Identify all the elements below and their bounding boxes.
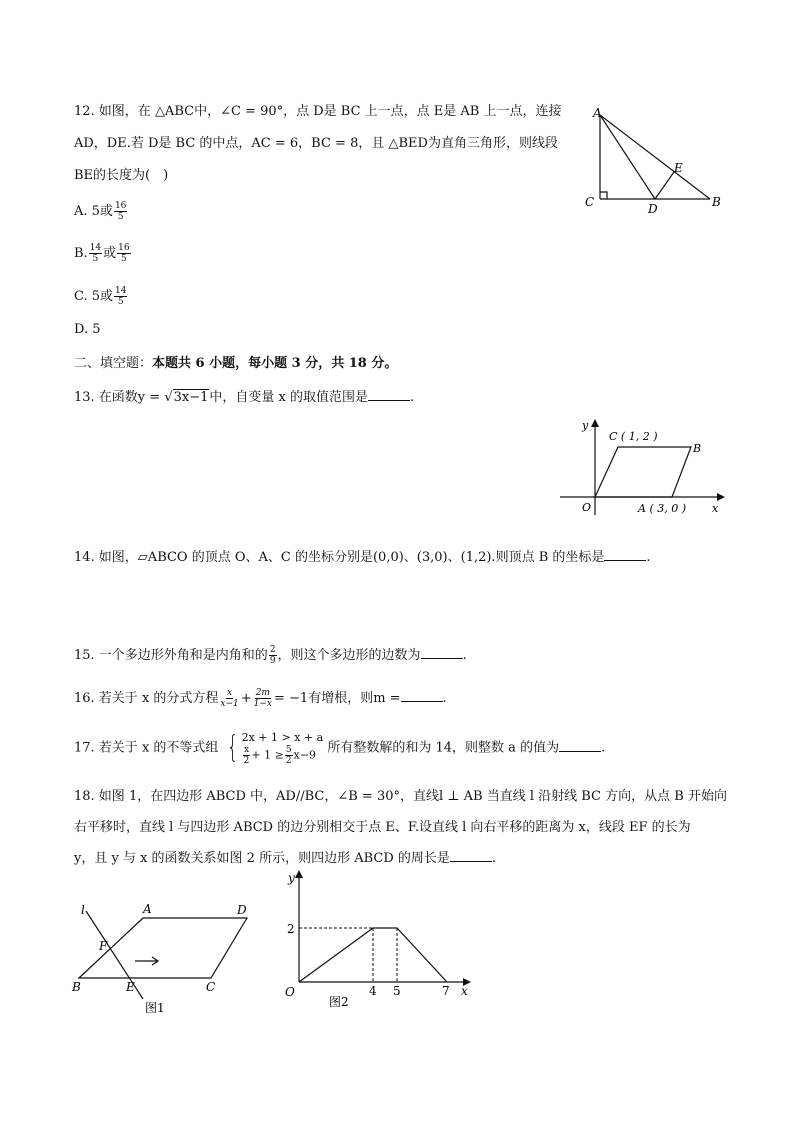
tick-y-2: 2 — [287, 922, 295, 936]
q12-option-a: A. 5或 $\frac{16}{5}$ — [74, 201, 127, 222]
label-d: D — [648, 202, 658, 216]
q17-line: 17. 若关于 x 的不等式组 { 2x + 1 > x + a $\frac{x}{2}$ + 1 ≥ $\frac{5}{2}$ x−9 所有整数解的和为 14，则整数 a 的值为 . — [74, 730, 606, 766]
label-b: B — [712, 195, 721, 209]
q12-option-b: B. $\frac{14}{5}$ 或 $\frac{16}{5}$ — [74, 243, 130, 264]
q18-figure-2 — [275, 868, 475, 1018]
label-a: A — [143, 902, 152, 916]
q12-triangle-figure — [580, 100, 730, 220]
q18-answer-blank[interactable] — [450, 849, 492, 862]
tick-x-4: 4 — [369, 984, 377, 998]
label-b: B — [693, 442, 702, 455]
label-y: y — [288, 871, 295, 885]
q18-line3: y，且 y 与 x 的函数关系如图 2 所示，则四边形 ABCD 的周长是 . — [74, 851, 497, 866]
right-angle-mark — [600, 192, 607, 199]
label-y: y — [582, 419, 589, 432]
label-c: C — [585, 195, 595, 209]
q12-line1: 12. 如图，在 △ABC中，∠C = 90°，点 D是 BC 上一点，点 E是 AB 上一点，连接 — [74, 104, 562, 119]
label-a: A ( 3, 0 ) — [638, 502, 687, 515]
q14-answer-blank[interactable] — [604, 548, 646, 561]
q14-parallelogram-figure — [555, 415, 730, 520]
q13-line: 13. 在函数y = √3x−1中，自变量 x 的取值范围是 . — [74, 390, 415, 405]
label-o: O — [285, 985, 295, 999]
q16-answer-blank[interactable] — [401, 689, 443, 702]
inequality-system: { 2x + 1 > x + a $\frac{x}{2}$ + 1 ≥ $\frac{5}{2}$ x−9 — [226, 730, 324, 766]
tick-x-7: 7 — [442, 984, 450, 998]
q18-line2: 右平移时，直线 l 与四边形 ABCD 的边分别相交于点 E、F.设直线 l 向右平移的距离为 x，线段 EF 的长为 — [74, 820, 691, 835]
q18-figure-1 — [65, 895, 265, 1020]
label-e: E — [674, 161, 683, 175]
q15-line: 15. 一个多边形外角和是内角和的 $\frac{2}{9}$ ，则这个多边形的边数为 . — [74, 645, 467, 666]
label-x: x — [712, 502, 719, 515]
tick-x-5: 5 — [393, 984, 401, 998]
q16-line: 16. 若关于 x 的分式方程 $\frac{x}{x-1}$ + $\frac{2m}{1-x}$ = −1有增根，则m = . — [74, 688, 447, 709]
label-b: B — [72, 980, 81, 994]
q12-line3: BE的长度为( ) — [74, 168, 169, 183]
label-x: x — [461, 984, 468, 998]
q12-line2: AD，DE.若 D是 BC 的中点，AC = 6，BC = 8，且 △BED为直角三角形，则线段 — [74, 136, 558, 151]
caption-fig2: 图2 — [329, 995, 349, 1009]
segment-de — [655, 172, 674, 199]
label-e: E — [126, 980, 135, 994]
caption-fig1: 图1 — [145, 1001, 165, 1015]
label-c: C — [206, 980, 216, 994]
label-f: F — [99, 939, 108, 953]
label-d: D — [237, 903, 247, 917]
parallelogram-abco — [595, 447, 691, 497]
q15-answer-blank[interactable] — [421, 646, 463, 659]
q17-answer-blank[interactable] — [559, 739, 601, 752]
section-2-header: 二、填空题：本题共 6 小题，每小题 3 分，共 18 分。 — [74, 356, 398, 371]
q18-line1: 18. 如图 1，在四边形 ABCD 中，AD//BC，∠B = 30°，直线l ⊥ AB 当直线 l 沿射线 BC 方向，从点 B 开始向 — [74, 789, 727, 804]
label-a: A — [593, 106, 602, 120]
q12-option-d: D. 5 — [74, 322, 101, 337]
q12-option-c: C. 5或 $\frac{14}{5}$ — [74, 286, 127, 307]
q14-line: 14. 如图，▱ABCO 的顶点 O、A、C 的坐标分别是(0,0)、(3,0)、(1,2).则顶点 B 的坐标是 . — [74, 550, 651, 565]
edge-ab — [600, 115, 710, 199]
q13-answer-blank[interactable] — [368, 388, 410, 401]
y-axis-arrow — [295, 870, 303, 878]
x-axis-arrow — [717, 493, 725, 501]
segment-ad — [600, 115, 655, 199]
label-o: O — [582, 501, 592, 514]
label-c: C ( 1, 2 ) — [609, 430, 658, 443]
label-l: l — [81, 903, 85, 917]
y-axis-arrow — [591, 419, 599, 427]
